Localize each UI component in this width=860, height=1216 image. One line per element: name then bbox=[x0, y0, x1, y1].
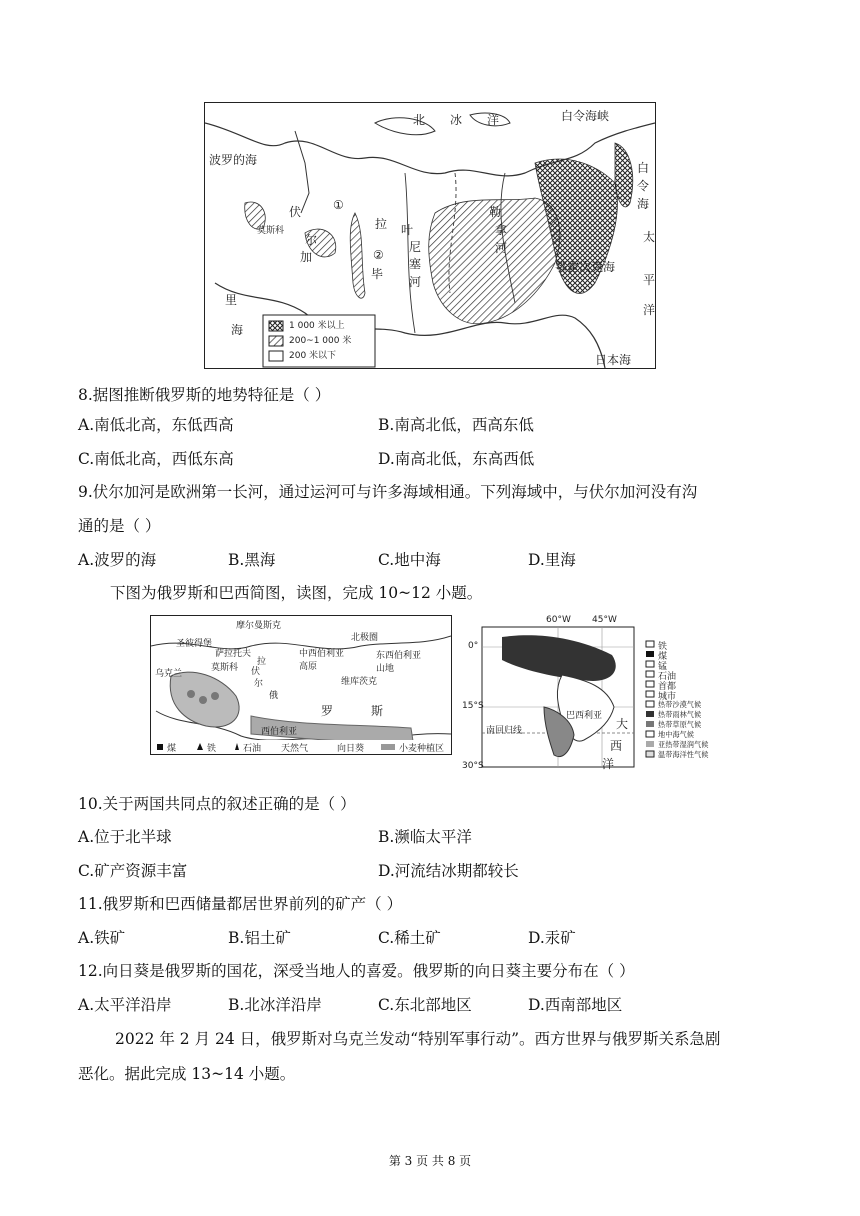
legend-label: 温带海洋性气候 bbox=[658, 751, 709, 760]
legend-label: 天然气 bbox=[281, 744, 309, 754]
map-label: 白 bbox=[637, 161, 650, 175]
q10-option-c: C.矿产资源丰富 bbox=[78, 862, 188, 880]
legend-label: 小麦种植区 bbox=[399, 744, 445, 754]
question-10-stem: 10.关于两国共同点的叙述正确的是（ ） bbox=[78, 795, 356, 813]
russia-resources-map bbox=[150, 615, 452, 755]
legend-label: 首都 bbox=[658, 682, 677, 692]
legend-label: 石油 bbox=[658, 672, 677, 682]
legend-label: 亚热带湿润气候 bbox=[658, 741, 709, 750]
q12-option-a: A.太平洋沿岸 bbox=[78, 996, 172, 1014]
coord-label: 45°W bbox=[592, 615, 617, 625]
q12-option-c: C.东北部地区 bbox=[378, 996, 472, 1014]
map-label: 河 bbox=[495, 241, 508, 255]
brazil-map bbox=[462, 615, 712, 775]
map-label: 里 bbox=[225, 293, 238, 307]
map-label: 拿 bbox=[495, 223, 508, 237]
q12-option-b: B.北冰洋沿岸 bbox=[228, 996, 322, 1014]
q9-option-d: D.里海 bbox=[528, 551, 576, 569]
map-label: 圣彼得堡 bbox=[176, 639, 213, 649]
q10-option-d: D.河流结冰期都较长 bbox=[378, 862, 519, 880]
map-label: 大 bbox=[616, 717, 629, 731]
map-label: 令 bbox=[637, 179, 650, 193]
q8-option-d: D.南高北低，东高西低 bbox=[378, 450, 535, 468]
map-label: 摩尔曼斯克 bbox=[236, 621, 282, 631]
map-label: 洋 bbox=[643, 303, 656, 317]
q11-option-b: B.铝土矿 bbox=[228, 929, 291, 947]
map-label: 日本海 bbox=[595, 353, 632, 367]
map-label: 乌克兰 bbox=[155, 669, 183, 679]
map-label: 塞 bbox=[409, 257, 422, 271]
map-label: 平 bbox=[643, 273, 656, 287]
map-label: 西 bbox=[610, 739, 623, 753]
map-label: 莫斯科 bbox=[211, 663, 239, 673]
legend-label: 200 米以下 bbox=[289, 351, 337, 361]
q11-option-c: C.稀土矿 bbox=[378, 929, 441, 947]
map-label: 拉 bbox=[375, 217, 388, 231]
question-8-stem: 8.据图推断俄罗斯的地势特征是（ ） bbox=[78, 386, 331, 404]
intro-13-14-line2: 恶化。据此完成 13~14 小题。 bbox=[78, 1065, 296, 1083]
map-label: 洋 bbox=[487, 113, 500, 127]
coord-label: 30°S bbox=[462, 761, 484, 771]
map-label: 斯 bbox=[371, 704, 384, 718]
map-label: 勒 bbox=[489, 205, 502, 219]
q11-option-d: D.汞矿 bbox=[528, 929, 576, 947]
legend-label: 地中海气候 bbox=[658, 731, 695, 740]
map-label: 鄂霍次克海 bbox=[555, 260, 616, 274]
coord-label: 0° bbox=[468, 641, 479, 651]
legend-label: 向日葵 bbox=[337, 744, 365, 754]
legend-label: 1 000 米以上 bbox=[289, 321, 345, 331]
map-label: 波罗的海 bbox=[209, 153, 258, 167]
legend-label: 热带草原气候 bbox=[658, 721, 702, 730]
legend-label: 煤 bbox=[658, 652, 668, 662]
map-label: 白令海峡 bbox=[561, 109, 610, 123]
q8-option-c: C.南低北高，西低东高 bbox=[78, 450, 234, 468]
q10-option-a: A.位于北半球 bbox=[78, 828, 172, 846]
map-label: 北极圈 bbox=[351, 633, 379, 643]
q9-option-b: B.黑海 bbox=[228, 551, 276, 569]
legend-label: 铁 bbox=[207, 744, 217, 754]
map-label: ② bbox=[373, 248, 384, 262]
map-label: 东西伯利亚山地 bbox=[376, 651, 422, 674]
map-label: 萨拉托夫 bbox=[215, 649, 252, 659]
question-9-stem-line1: 9.伏尔加河是欧洲第一长河，通过运河可与许多海域相通。下列海域中，与伏尔加河没有沟 bbox=[78, 483, 698, 501]
legend-label: 煤 bbox=[167, 744, 177, 754]
map-label: 罗 bbox=[321, 704, 334, 718]
map-label: 尔 bbox=[254, 679, 264, 689]
map-label: 莫斯科 bbox=[257, 226, 285, 236]
q8-option-b: B.南高北低，西高东低 bbox=[378, 416, 534, 434]
question-9-stem-line2: 通的是（ ） bbox=[78, 517, 161, 535]
legend-label: 城市 bbox=[658, 692, 677, 702]
question-11-stem: 11.俄罗斯和巴西储量都居世界前列的矿产（ ） bbox=[78, 895, 403, 913]
map-label: 西伯利亚 bbox=[261, 727, 298, 737]
legend-label: 200~1 000 米 bbox=[289, 336, 352, 346]
legend-label: 热带沙漠气候 bbox=[658, 701, 702, 710]
map-label: ① bbox=[333, 198, 344, 212]
page-footer: 第 3 页 共 8 页 bbox=[388, 1154, 472, 1168]
map-label: 拉 bbox=[257, 657, 267, 667]
legend-label: 热带雨林气候 bbox=[658, 711, 702, 720]
map-label: 南回归线 bbox=[486, 726, 523, 736]
legend-label: 锰 bbox=[658, 662, 668, 672]
legend-label: 石油 bbox=[243, 744, 262, 754]
map-label: 冰 bbox=[450, 113, 463, 127]
map-label: 伏 bbox=[289, 205, 302, 219]
map-label: 洋 bbox=[602, 757, 615, 771]
intro-10-12: 下图为俄罗斯和巴西简图，读图，完成 10~12 小题。 bbox=[110, 584, 483, 602]
map-label: 叶 bbox=[401, 223, 414, 237]
question-12-stem: 12.向日葵是俄罗斯的国花，深受当地人的喜爱。俄罗斯的向日葵主要分布在（ ） bbox=[78, 962, 635, 980]
q8-option-a: A.南低北高，东低西高 bbox=[78, 416, 234, 434]
map-label: 尼 bbox=[409, 240, 422, 254]
coord-label: 60°W bbox=[546, 615, 571, 625]
map-label: 毕 bbox=[371, 267, 384, 281]
map-label: 河 bbox=[409, 275, 422, 289]
map-label: 加 bbox=[300, 250, 313, 264]
q10-option-b: B.濒临太平洋 bbox=[378, 828, 472, 846]
map-label: 中西伯利亚高原 bbox=[299, 649, 345, 672]
q9-option-c: C.地中海 bbox=[378, 551, 441, 569]
map-label: 海 bbox=[637, 197, 650, 211]
map-label: 俄 bbox=[269, 691, 279, 701]
map-label: 维库茨克 bbox=[341, 677, 378, 687]
map-label: 巴西利亚 bbox=[566, 711, 603, 721]
intro-13-14-line1: 2022 年 2 月 24 日，俄罗斯对乌克兰发动“特别军事行动”。西方世界与俄罗斯关系急剧 bbox=[115, 1030, 721, 1048]
map-label: 尔 bbox=[305, 233, 318, 247]
map-label: 北 bbox=[413, 113, 426, 127]
coord-label: 15°S bbox=[462, 701, 484, 711]
map-label: 太 bbox=[643, 230, 656, 244]
legend-label: 铁 bbox=[658, 642, 668, 652]
russia-terrain-map bbox=[204, 102, 656, 369]
q9-option-a: A.波罗的海 bbox=[78, 551, 157, 569]
q12-option-d: D.西南部地区 bbox=[528, 996, 623, 1014]
map-label: 伏 bbox=[251, 667, 261, 677]
map-label: 海 bbox=[231, 323, 244, 337]
q11-option-a: A.铁矿 bbox=[78, 929, 126, 947]
